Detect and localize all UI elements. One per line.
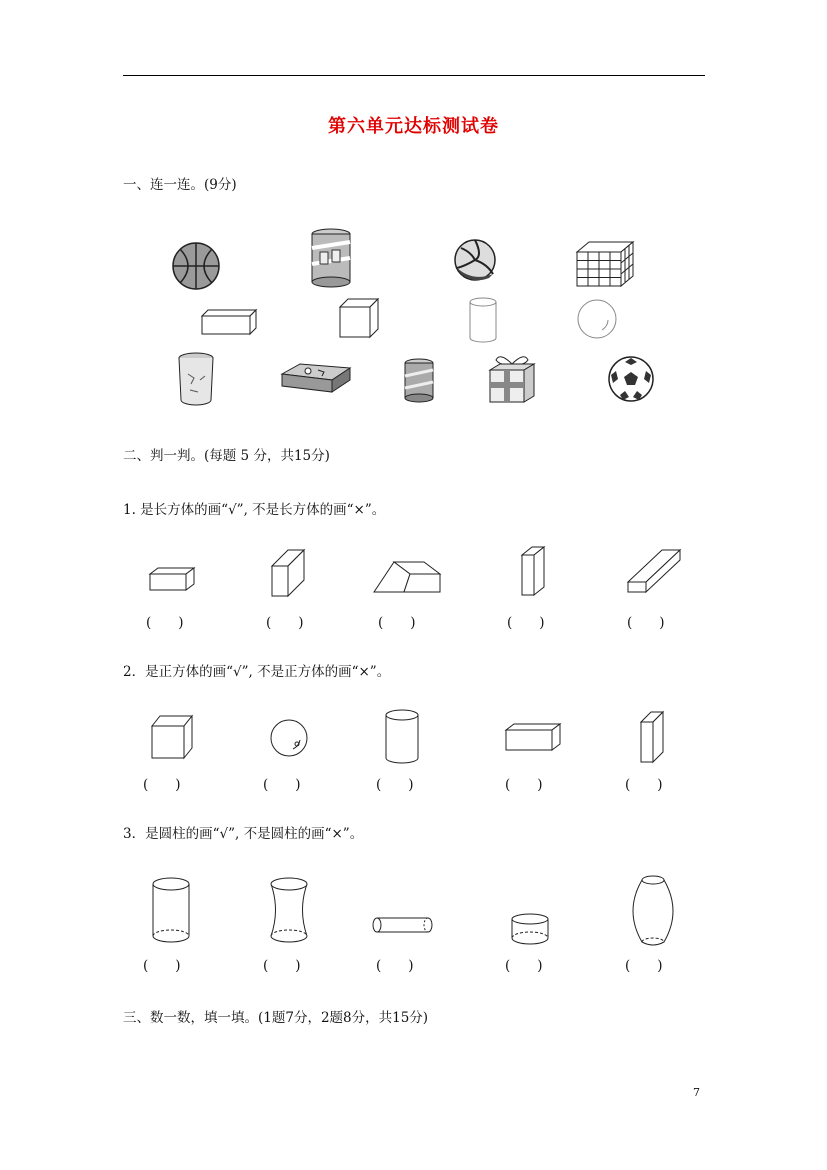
q3-short-cylinder: [509, 912, 551, 946]
q2-sphere: [269, 718, 309, 758]
q3-text: 3．是圆柱的画“√”, 不是圆柱的画“×”。: [123, 826, 364, 842]
pencil-box-picture: [278, 360, 352, 398]
q1-trapezoid-prism: [372, 560, 442, 594]
q2-answer-blank-1[interactable]: ( ): [143, 777, 181, 793]
can-picture-2: [402, 358, 436, 404]
q3-answer-blank-4[interactable]: ( ): [505, 958, 543, 974]
basketball-picture: [170, 240, 222, 292]
q1-cuboid-3: [518, 545, 548, 597]
cylinder-shape: [467, 296, 499, 344]
can-picture: [308, 228, 354, 288]
q2-answer-blank-2[interactable]: ( ): [263, 777, 301, 793]
q2-cuboid-1: [504, 722, 562, 752]
q1-text: 1. 是长方体的画“√”, 不是长方体的画“×”。: [123, 502, 386, 518]
volleyball-picture: [453, 238, 497, 282]
q2-answer-blank-5[interactable]: ( ): [625, 777, 663, 793]
q1-answer-blank-3[interactable]: ( ): [378, 615, 416, 631]
sphere-shape: [576, 298, 618, 340]
section3-heading: 三、数一数，填一填。(1题7分，2题8分，共15分): [123, 1010, 429, 1026]
section2-heading: 二、判一判。(每题 5 分，共15分): [123, 448, 330, 464]
header-rule: [123, 75, 705, 76]
cuboid-shape: [200, 308, 258, 336]
q3-answer-blank-2[interactable]: ( ): [263, 958, 301, 974]
rubiks-cube-picture: [575, 240, 635, 288]
q2-cube: [150, 714, 194, 760]
page-number: 7: [693, 1086, 700, 1099]
q2-answer-blank-3[interactable]: ( ): [376, 777, 414, 793]
q1-cuboid-4: [624, 548, 682, 596]
cup-picture: [176, 352, 216, 406]
q3-answer-blank-1[interactable]: ( ): [143, 958, 181, 974]
q2-answer-blank-4[interactable]: ( ): [505, 777, 543, 793]
q2-cylinder: [383, 708, 421, 766]
q1-answer-blank-2[interactable]: ( ): [266, 615, 304, 631]
soccer-ball-picture: [607, 355, 655, 403]
q2-text: 2．是正方体的画“√”, 不是正方体的画“×”。: [123, 664, 391, 680]
section1-heading: 一、连一连。(9分): [123, 177, 237, 193]
q1-cuboid-2: [268, 548, 308, 598]
page-title: 第六单元达标测试卷: [328, 116, 499, 137]
q1-answer-blank-5[interactable]: ( ): [627, 615, 665, 631]
q1-answer-blank-1[interactable]: ( ): [146, 615, 184, 631]
cube-shape: [338, 297, 380, 339]
q2-cuboid-2: [637, 710, 667, 764]
q3-waisted-cylinder: [268, 876, 310, 946]
q3-long-cylinder: [372, 916, 434, 934]
q3-answer-blank-5[interactable]: ( ): [625, 958, 663, 974]
q3-answer-blank-3[interactable]: ( ): [376, 958, 414, 974]
q3-cylinder: [150, 876, 192, 946]
gift-box-picture: [486, 350, 538, 406]
q1-answer-blank-4[interactable]: ( ): [507, 615, 545, 631]
q1-cuboid-1: [148, 566, 196, 592]
q3-barrel: [632, 874, 674, 948]
